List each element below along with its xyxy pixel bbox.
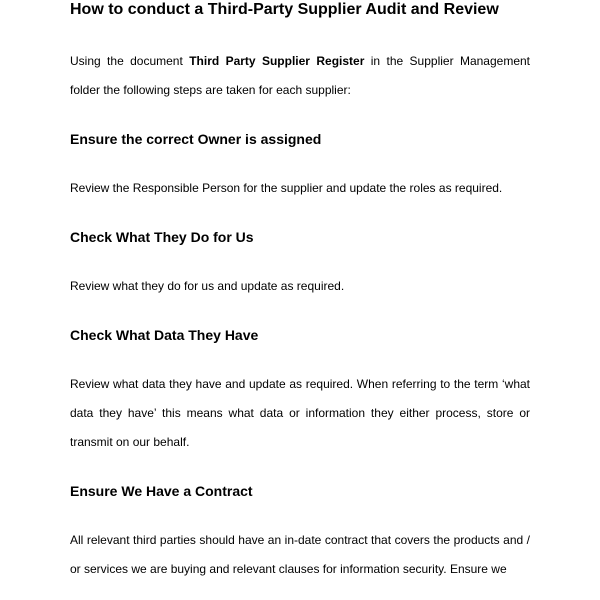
section-body-owner: Review the Responsible Person for the supplier and update the roles as required. [70, 181, 503, 195]
section-heading-owner: Ensure the correct Owner is assigned [70, 131, 322, 147]
section-body-contract: All relevant third parties should have an in-date contract that covers the products and / or services we are buying and relevant clauses for information security. Ensure we [70, 533, 530, 576]
section-body-what-data: Review what data they have and update as required. When referring to the term ‘what data they have’ this means what data or information they either process, store or transmit on our behalf. [70, 377, 530, 449]
section-body-what-they-do: Review what they do for us and update as required. [70, 279, 345, 293]
intro-paragraph [70, 47, 530, 105]
section-heading-contract: Ensure We Have a Contract [70, 483, 253, 499]
document-title: How to conduct a Third-Party Supplier Audit and Review [70, 1, 499, 18]
section-heading-what-they-do: Check What They Do for Us [70, 229, 254, 245]
section-heading-what-data: Check What Data They Have [70, 327, 259, 343]
intro-register-document-name: Third Party Supplier Register [189, 54, 365, 68]
intro-text-before: Using the document [70, 54, 190, 68]
intro-text-after: in the Supplier Management folder the following steps are taken for each supplier: [70, 54, 530, 97]
